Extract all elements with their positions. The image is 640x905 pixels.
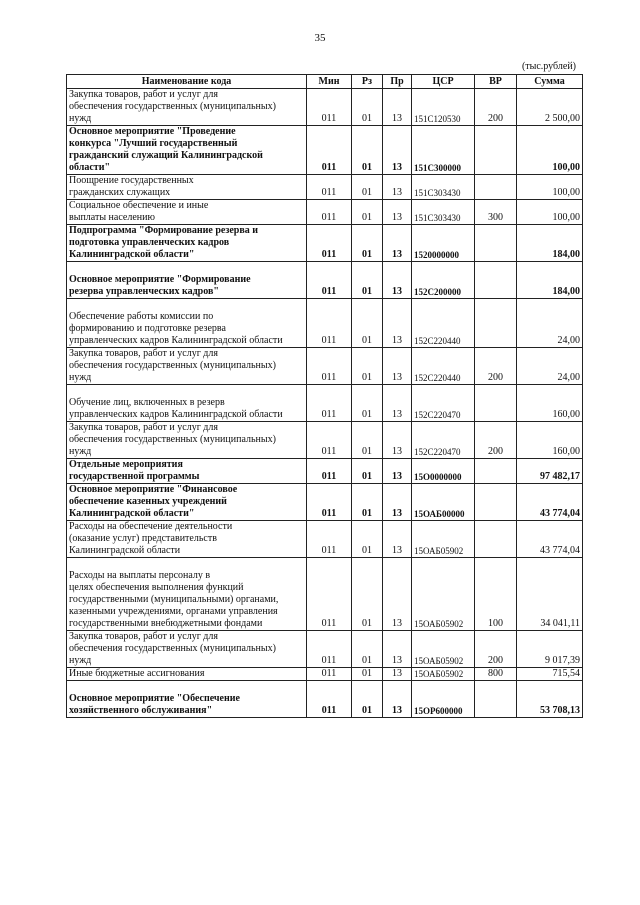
cell-rz: 01 — [352, 175, 383, 200]
cell-rz: 01 — [352, 299, 383, 348]
table-row — [67, 484, 583, 521]
page-number: 35 — [314, 32, 326, 44]
cell-pr: 13 — [383, 225, 412, 262]
cell-name: Основное мероприятие "Обеспечение хозяйственного обслуживания" — [67, 681, 307, 718]
cell-name: Обучение лиц, включенных в резерв управленческих кадров Калининградской области — [67, 385, 307, 422]
cell-min: 011 — [307, 225, 352, 262]
cell-pr: 13 — [383, 200, 412, 225]
cell-rz: 01 — [352, 459, 383, 484]
cell-rz: 01 — [352, 200, 383, 225]
cell-pr: 13 — [383, 558, 412, 631]
header-row — [67, 75, 583, 89]
table-row — [67, 175, 583, 200]
cell-sum: 100,00 — [517, 175, 583, 200]
table-row — [67, 299, 583, 348]
cell-rz: 01 — [352, 521, 383, 558]
header-pr: Пр — [383, 75, 412, 89]
header-csr: ЦСР — [412, 75, 475, 89]
cell-pr: 13 — [383, 89, 412, 126]
budget-table — [66, 74, 583, 718]
cell-min: 011 — [307, 348, 352, 385]
cell-min: 011 — [307, 521, 352, 558]
cell-pr: 13 — [383, 681, 412, 718]
cell-name: Социальное обеспечение и иные выплаты населению — [67, 200, 307, 225]
cell-min: 011 — [307, 422, 352, 459]
cell-vr — [475, 299, 517, 348]
cell-rz: 01 — [352, 484, 383, 521]
cell-pr: 13 — [383, 385, 412, 422]
cell-rz: 01 — [352, 385, 383, 422]
cell-pr: 13 — [383, 299, 412, 348]
cell-csr: 15ОР600000 — [412, 681, 475, 718]
header-sum: Сумма — [517, 75, 583, 89]
table-row — [67, 126, 583, 175]
cell-vr: 800 — [475, 668, 517, 681]
cell-csr: 15ОАБ05902 — [412, 631, 475, 668]
cell-sum: 100,00 — [517, 126, 583, 175]
table-row — [67, 89, 583, 126]
cell-vr: 200 — [475, 631, 517, 668]
cell-name: Иные бюджетные ассигнования — [67, 668, 307, 681]
cell-rz: 01 — [352, 668, 383, 681]
table-row — [67, 225, 583, 262]
cell-rz: 01 — [352, 89, 383, 126]
cell-pr: 13 — [383, 126, 412, 175]
cell-csr: 15ОАБ00000 — [412, 484, 475, 521]
cell-sum: 160,00 — [517, 422, 583, 459]
cell-csr: 152С200000 — [412, 262, 475, 299]
cell-name: Подпрограмма "Формирование резерва и подготовка управленческих кадров Калининградской области" — [67, 225, 307, 262]
table-row — [67, 422, 583, 459]
cell-name: Отдельные мероприятия государственной программы — [67, 459, 307, 484]
cell-rz: 01 — [352, 262, 383, 299]
cell-name: Поощрение государственных гражданских служащих — [67, 175, 307, 200]
cell-rz: 01 — [352, 422, 383, 459]
cell-sum: 100,00 — [517, 200, 583, 225]
cell-sum: 184,00 — [517, 225, 583, 262]
cell-csr: 15ОАБ05902 — [412, 558, 475, 631]
cell-min: 011 — [307, 631, 352, 668]
cell-pr: 13 — [383, 484, 412, 521]
cell-csr: 151С303430 — [412, 175, 475, 200]
cell-csr: 15О0000000 — [412, 459, 475, 484]
table-row — [67, 459, 583, 484]
cell-sum: 97 482,17 — [517, 459, 583, 484]
header-vr: ВР — [475, 75, 517, 89]
cell-pr: 13 — [383, 668, 412, 681]
units-label: (тыс.рублей) — [521, 61, 576, 72]
cell-csr: 152С220440 — [412, 299, 475, 348]
cell-sum: 43 774,04 — [517, 521, 583, 558]
cell-rz: 01 — [352, 558, 383, 631]
cell-sum: 43 774,04 — [517, 484, 583, 521]
cell-vr: 200 — [475, 89, 517, 126]
cell-pr: 13 — [383, 521, 412, 558]
cell-csr: 15ОАБ05902 — [412, 668, 475, 681]
cell-name: Обеспечение работы комиссии по формированию и подготовке резерва управленческих кадров Калининградской области — [67, 299, 307, 348]
header-rz: Рз — [352, 75, 383, 89]
cell-csr: 152С220440 — [412, 348, 475, 385]
cell-sum: 2 500,00 — [517, 89, 583, 126]
cell-rz: 01 — [352, 631, 383, 668]
cell-rz: 01 — [352, 681, 383, 718]
table-row — [67, 558, 583, 631]
cell-vr: 200 — [475, 422, 517, 459]
cell-min: 011 — [307, 175, 352, 200]
table-row — [67, 521, 583, 558]
cell-csr: 152С220470 — [412, 385, 475, 422]
cell-name: Закупка товаров, работ и услуг для обеспечения государственных (муниципальных) нужд — [67, 348, 307, 385]
cell-rz: 01 — [352, 126, 383, 175]
cell-pr: 13 — [383, 348, 412, 385]
cell-pr: 13 — [383, 175, 412, 200]
cell-name: Основное мероприятие "Проведение конкурса "Лучший государственный гражданский служащий Калининградской области" — [67, 126, 307, 175]
table-row — [67, 668, 583, 681]
cell-min: 011 — [307, 681, 352, 718]
cell-vr — [475, 459, 517, 484]
cell-vr: 300 — [475, 200, 517, 225]
cell-csr: 151С300000 — [412, 126, 475, 175]
table-row — [67, 200, 583, 225]
cell-vr — [475, 175, 517, 200]
cell-sum: 184,00 — [517, 262, 583, 299]
cell-sum: 24,00 — [517, 299, 583, 348]
cell-min: 011 — [307, 89, 352, 126]
cell-csr: 1520000000 — [412, 225, 475, 262]
cell-name: Закупка товаров, работ и услуг для обеспечения государственных (муниципальных) нужд — [67, 422, 307, 459]
cell-pr: 13 — [383, 262, 412, 299]
table-row — [67, 631, 583, 668]
cell-csr: 15ОАБ05902 — [412, 521, 475, 558]
cell-sum: 53 708,13 — [517, 681, 583, 718]
cell-vr — [475, 484, 517, 521]
cell-csr: 151С303430 — [412, 200, 475, 225]
cell-min: 011 — [307, 200, 352, 225]
cell-rz: 01 — [352, 225, 383, 262]
cell-vr — [475, 126, 517, 175]
cell-min: 011 — [307, 668, 352, 681]
cell-name: Закупка товаров, работ и услуг для обеспечения государственных (муниципальных) нужд — [67, 89, 307, 126]
cell-vr — [475, 385, 517, 422]
cell-vr — [475, 225, 517, 262]
cell-name: Основное мероприятие "Финансовое обеспечение казенных учреждений Калининградской области" — [67, 484, 307, 521]
cell-csr: 151С120530 — [412, 89, 475, 126]
cell-sum: 24,00 — [517, 348, 583, 385]
cell-rz: 01 — [352, 348, 383, 385]
cell-vr — [475, 521, 517, 558]
cell-min: 011 — [307, 558, 352, 631]
cell-vr — [475, 262, 517, 299]
cell-min: 011 — [307, 459, 352, 484]
cell-min: 011 — [307, 484, 352, 521]
table-row — [67, 348, 583, 385]
cell-vr — [475, 681, 517, 718]
cell-vr: 200 — [475, 348, 517, 385]
cell-min: 011 — [307, 385, 352, 422]
cell-name: Расходы на выплаты персоналу в целях обеспечения выполнения функций государственными (муниципальными) органами, казенными учреждениями, органами управления государственными внебюджетными фондами — [67, 558, 307, 631]
header-name: Наименование кода — [67, 75, 307, 89]
header-min: Мин — [307, 75, 352, 89]
cell-min: 011 — [307, 299, 352, 348]
cell-sum: 34 041,11 — [517, 558, 583, 631]
cell-sum: 9 017,39 — [517, 631, 583, 668]
cell-pr: 13 — [383, 422, 412, 459]
cell-pr: 13 — [383, 631, 412, 668]
cell-csr: 152С220470 — [412, 422, 475, 459]
cell-min: 011 — [307, 262, 352, 299]
table-row — [67, 385, 583, 422]
table-row — [67, 681, 583, 718]
cell-sum: 715,54 — [517, 668, 583, 681]
cell-name: Основное мероприятие "Формирование резерва управленческих кадров" — [67, 262, 307, 299]
cell-pr: 13 — [383, 459, 412, 484]
cell-vr: 100 — [475, 558, 517, 631]
cell-sum: 160,00 — [517, 385, 583, 422]
table-row — [67, 262, 583, 299]
cell-min: 011 — [307, 126, 352, 175]
cell-name: Расходы на обеспечение деятельности (оказание услуг) представительств Калининградской области — [67, 521, 307, 558]
cell-name: Закупка товаров, работ и услуг для обеспечения государственных (муниципальных) нужд — [67, 631, 307, 668]
